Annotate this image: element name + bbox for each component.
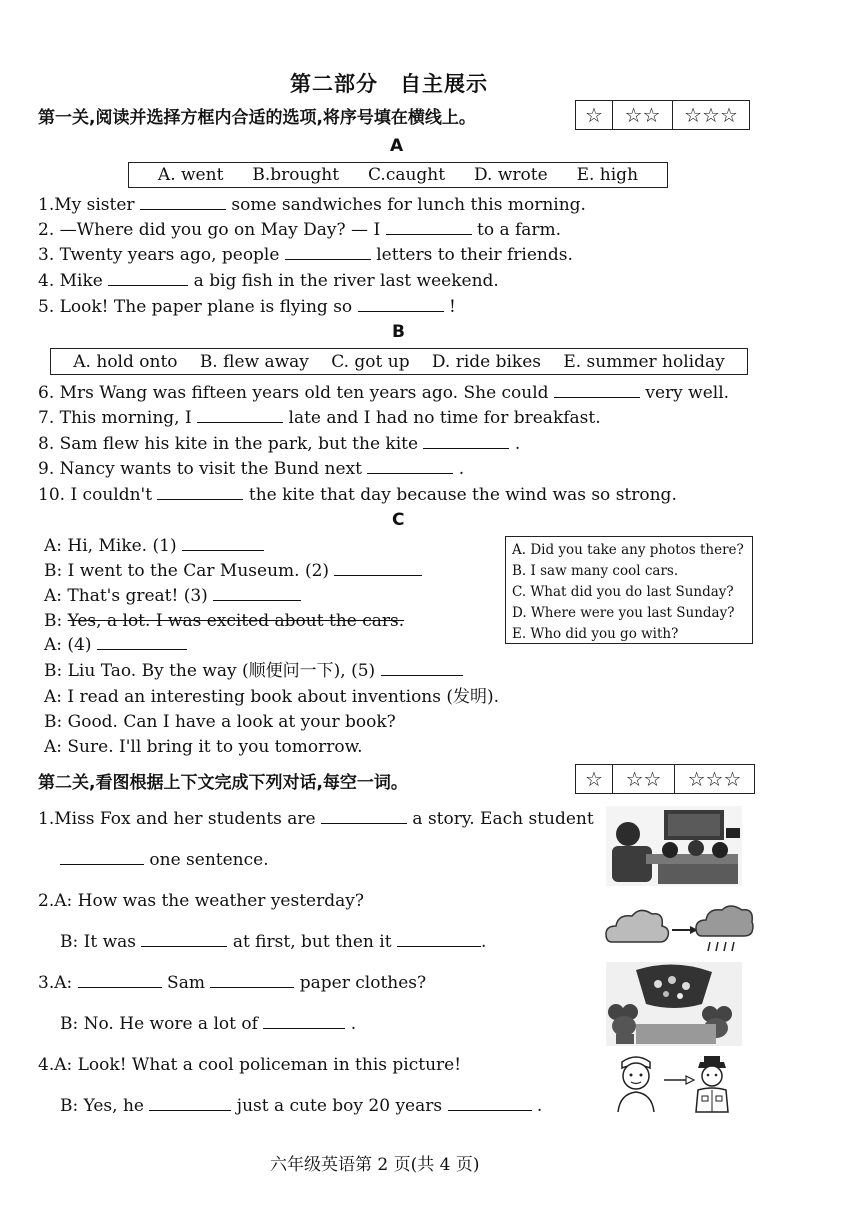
option: A. went (157, 165, 224, 185)
star-icon: ☆ (576, 765, 613, 793)
answer-blank[interactable] (97, 635, 187, 650)
section-letter-a: A (390, 136, 404, 156)
p2-question-1a: 1.Miss Fox and her students are a story. Each student (38, 809, 594, 829)
mice-paper-clothes-picture (606, 962, 742, 1046)
star-icon: ☆ (576, 101, 613, 129)
option: A. Did you take any photos there? (512, 542, 744, 558)
question-6: 6. Mrs Wang was fifteen years old ten years ago. She could very well. (38, 383, 730, 403)
answer-blank[interactable] (367, 459, 453, 474)
answer-blank[interactable] (141, 932, 227, 947)
question-4: 4. Mike a big fish in the river last weekend. (38, 271, 499, 291)
answer-blank[interactable] (334, 561, 422, 576)
p2-question-2b: B: It was at first, but then it . (60, 932, 487, 952)
option: D. ride bikes (431, 351, 542, 372)
answer-blank[interactable] (397, 932, 481, 947)
p2-question-3b: B: No. He wore a lot of . (60, 1014, 357, 1034)
answer-blank[interactable] (263, 1014, 345, 1029)
question-10: 10. I couldn't the kite that day because the wind was so strong. (38, 485, 677, 505)
dialogue-line-9: A: Sure. I'll bring it to you tomorrow. (44, 737, 363, 757)
question-7: 7. This morning, I late and I had no time for breakfast. (38, 408, 601, 428)
option: B. flew away (199, 351, 309, 372)
dialogue-line-6: B: Liu Tao. By the way (顺便问一下), (5) (44, 660, 463, 682)
question-5: 5. Look! The paper plane is flying so ! (38, 297, 456, 317)
option: A. hold onto (73, 351, 178, 372)
classroom-story-picture (606, 806, 742, 886)
p2-question-2a: 2.A: How was the weather yesterday? (38, 891, 364, 911)
p2-question-4b: B: Yes, he just a cute boy 20 years . (60, 1096, 543, 1116)
question-9: 9. Nancy wants to visit the Bund next . (38, 459, 465, 479)
part1-star-rating (575, 100, 750, 130)
option-box-c (505, 536, 753, 644)
option-box-b (50, 348, 748, 375)
answer-blank[interactable] (554, 383, 640, 398)
star-icon: ☆☆☆ (684, 103, 738, 127)
answer-blank[interactable] (381, 661, 463, 676)
answer-blank[interactable] (285, 245, 371, 260)
p2-question-3a: 3.A: Sam paper clothes? (38, 973, 427, 993)
option-box-a (128, 162, 668, 188)
answer-blank[interactable] (386, 220, 472, 235)
boy-to-policeman-picture (612, 1052, 740, 1114)
option: E. high (576, 165, 639, 185)
answer-blank[interactable] (149, 1096, 231, 1111)
answer-blank[interactable] (197, 408, 283, 423)
answer-blank[interactable] (423, 434, 509, 449)
option: C. got up (331, 351, 410, 372)
p2-question-4a: 4.A: Look! What a cool policeman in this picture! (38, 1055, 462, 1075)
answer-blank[interactable] (448, 1096, 532, 1111)
dialogue-line-8: B: Good. Can I have a look at your book? (44, 712, 396, 732)
question-2: 2. —Where did you go on May Day? — I to a farm. (38, 220, 562, 240)
part2-star-rating (575, 764, 755, 794)
question-8: 8. Sam flew his kite in the park, but the kite . (38, 434, 521, 454)
answer-blank[interactable] (182, 536, 264, 551)
option: B. I saw many cool cars. (512, 563, 679, 579)
p2-question-1b: one sentence. (60, 849, 269, 871)
part1-heading: 第一关,阅读并选择方框内合适的选项,将序号填在横线上。 (38, 108, 476, 128)
star-icon: ☆☆ (613, 101, 673, 129)
option: D. wrote (474, 165, 548, 185)
section-letter-c: C (392, 510, 405, 530)
answer-blank[interactable] (140, 195, 226, 210)
answer-blank[interactable] (358, 297, 444, 312)
dialogue-line-1: A: Hi, Mike. (1) (44, 535, 264, 557)
option: D. Where were you last Sunday? (512, 605, 735, 621)
answer-blank[interactable] (321, 809, 407, 824)
option: E. summer holiday (563, 351, 725, 372)
option: C. What did you do last Sunday? (512, 584, 734, 600)
question-1: 1.My sister some sandwiches for lunch this morning. (38, 195, 586, 215)
page-title: 第二部分 自主展示 (290, 72, 488, 96)
option: B.brought (252, 165, 340, 185)
star-icon: ☆☆☆ (687, 767, 742, 791)
star-icon: ☆☆ (613, 765, 675, 793)
section-letter-b: B (392, 322, 405, 342)
answer-blank[interactable] (60, 850, 144, 865)
answer-blank[interactable] (210, 973, 294, 988)
option: E. Who did you go with? (512, 626, 679, 642)
answer-blank[interactable] (157, 485, 243, 500)
part2-heading: 第二关,看图根据上下文完成下列对话,每空一词。 (38, 773, 408, 793)
question-3: 3. Twenty years ago, people letters to their friends. (38, 245, 573, 265)
page-footer: 六年级英语第 2 页(共 4 页) (270, 1155, 480, 1175)
answer-blank[interactable] (213, 586, 301, 601)
option: C.caught (368, 165, 446, 185)
struck-text: Yes, a lot. I was excited about the cars. (67, 611, 405, 631)
dialogue-line-4: B: Yes, a lot. I was excited about the cars. (44, 611, 405, 631)
answer-blank[interactable] (78, 973, 162, 988)
weather-picture (604, 902, 754, 954)
dialogue-line-3: A: That's great! (3) (44, 585, 301, 607)
answer-blank[interactable] (108, 271, 188, 286)
dialogue-line-2: B: I went to the Car Museum. (2) (44, 560, 422, 582)
dialogue-line-7: A: I read an interesting book about inventions (发明). (44, 687, 500, 707)
dialogue-line-5: A: (4) (44, 634, 187, 656)
